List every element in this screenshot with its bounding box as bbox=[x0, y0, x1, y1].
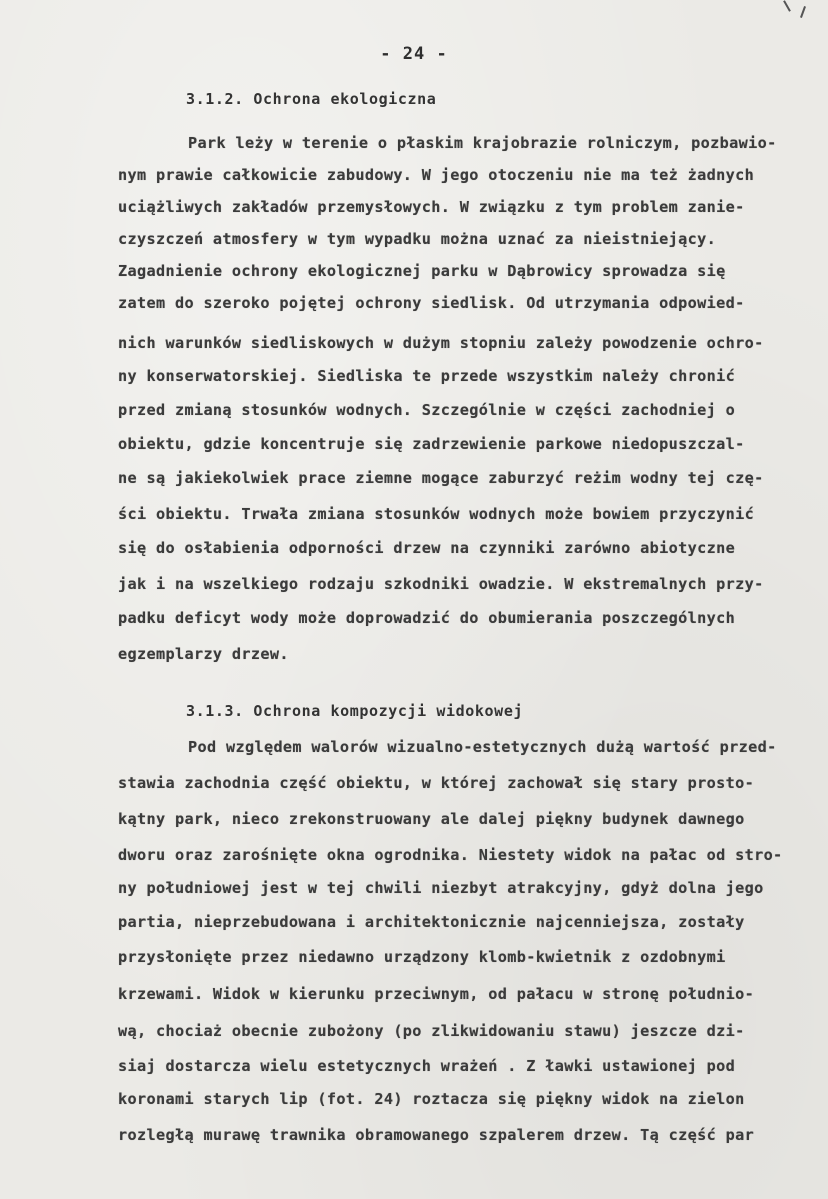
text-line: padku deficyt wody może doprowadzić do obumierania poszczególnych bbox=[118, 609, 736, 627]
text-line: Pod względem walorów wizualno-estetycznych dużą wartość przed- bbox=[188, 738, 777, 756]
text-line: siaj dostarcza wielu estetycznych wrażeń . Z ławki ustawionej pod bbox=[118, 1057, 736, 1075]
text-line: egzemplarzy drzew. bbox=[118, 645, 289, 663]
text-line: partia, nieprzebudowana i architektonicznie najcenniejsza, zostały bbox=[118, 913, 745, 931]
text-line: obiektu, gdzie koncentruje się zadrzewienie parkowe niedopuszczal- bbox=[118, 435, 745, 453]
text-line: rozległą murawę trawnika obramowanego szpalerem drzew. Tą część par bbox=[118, 1126, 755, 1144]
text-line: czyszczeń atmosfery w tym wypadku można uznać za nieistniejący. bbox=[118, 230, 717, 248]
text-line: jak i na wszelkiego rodzaju szkodniki owadzie. W ekstremalnych przy- bbox=[118, 575, 764, 593]
text-line: uciążliwych zakładów przemysłowych. W związku z tym problem zanie- bbox=[118, 198, 745, 216]
text-line: Zagadnienie ochrony ekologicznej parku w Dąbrowicy sprowadza się bbox=[118, 262, 726, 280]
text-line: stawia zachodnia część obiektu, w której zachował się stary prosto- bbox=[118, 774, 755, 792]
text-line: krzewami. Widok w kierunku przeciwnym, od pałacu w stronę południo- bbox=[118, 985, 755, 1003]
text-line: nich warunków siedliskowych w dużym stopniu zależy powodzenie ochro- bbox=[118, 334, 764, 352]
page-number: - 24 - bbox=[380, 44, 448, 64]
text-line: koronami starych lip (fot. 24) roztacza się piękny widok na zielon bbox=[118, 1090, 745, 1108]
text-line: ne są jakiekolwiek prace ziemne mogące zaburzyć reżim wodny tej czę- bbox=[118, 469, 764, 487]
text-line: ści obiektu. Trwała zmiana stosunków wodnych może bowiem przyczynić bbox=[118, 505, 755, 523]
text-line: Park leży w terenie o płaskim krajobrazie rolniczym, pozbawio- bbox=[188, 134, 777, 152]
text-line: przed zmianą stosunków wodnych. Szczególnie w części zachodniej o bbox=[118, 401, 736, 419]
section-heading: 3.1.3. Ochrona kompozycji widokowej bbox=[186, 702, 524, 720]
text-line: się do osłabienia odporności drzew na czynniki zarówno abiotyczne bbox=[118, 539, 736, 557]
section-heading: 3.1.2. Ochrona ekologiczna bbox=[186, 90, 437, 108]
scan-mark bbox=[783, 0, 791, 11]
scan-mark bbox=[800, 6, 806, 18]
text-line: dworu oraz zarośnięte okna ogrodnika. Niestety widok na pałac od stro- bbox=[118, 846, 783, 864]
text-line: ny południowej jest w tej chwili niezbyt atrakcyjny, gdyż dolna jego bbox=[118, 879, 764, 897]
text-line: kątny park, nieco zrekonstruowany ale dalej piękny budynek dawnego bbox=[118, 810, 745, 828]
text-line: ny konserwatorskiej. Siedliska te przede wszystkim należy chronić bbox=[118, 367, 736, 385]
text-line: przysłonięte przez niedawno urządzony klomb-kwietnik z ozdobnymi bbox=[118, 948, 726, 966]
text-line: wą, chociaż obecnie zubożony (po zlikwidowaniu stawu) jeszcze dzi- bbox=[118, 1022, 745, 1040]
text-line: nym prawie całkowicie zabudowy. W jego otoczeniu nie ma też żadnych bbox=[118, 166, 755, 184]
text-line: zatem do szeroko pojętej ochrony siedlisk. Od utrzymania odpowied- bbox=[118, 294, 745, 312]
